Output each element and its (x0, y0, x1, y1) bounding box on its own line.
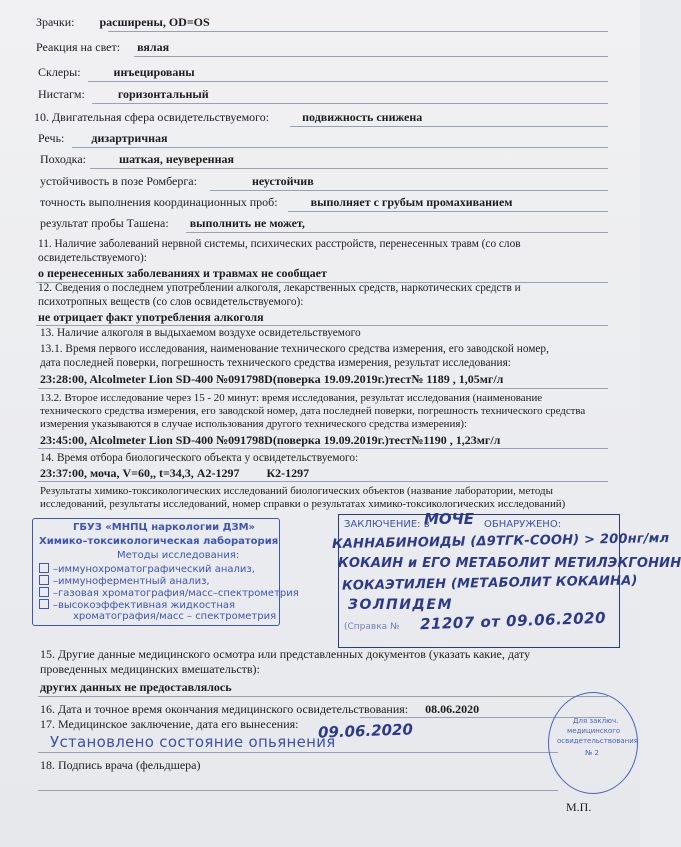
field-label: 10. Двигательная сфера освидетельствуемого: (34, 110, 270, 124)
field-label: точность выполнения координационных проб: (40, 195, 278, 209)
field-value: дизартричная (91, 131, 168, 145)
field-value: подвижность снижена (302, 110, 423, 124)
rule (186, 232, 608, 233)
mp-label: М.П. (566, 800, 592, 814)
lab-stamp-org: ГБУЗ «МНПЦ наркологии ДЗМ» (73, 522, 256, 533)
lab-stamp-methods: Методы исследования: (117, 550, 240, 561)
field-label: Склеры: (38, 65, 81, 79)
p13-2-heading-cont: технического средства измерения, его заводской номер, дата последней поверки, погрешность технического средства (40, 405, 586, 417)
rule (38, 448, 608, 449)
handwritten-line-4: ЗОЛПИДЕМ (348, 597, 453, 613)
field-value: горизонтальный (117, 87, 209, 101)
seal-text-4: № 2 (585, 749, 599, 757)
rule (210, 190, 608, 191)
lab-stamp-method-1: –иммунохроматографический анализ, (39, 563, 255, 575)
field-zrachki (36, 15, 210, 29)
rule (38, 481, 608, 482)
conclusion-head-a: ЗАКЛЮЧЕНИЕ: в (344, 519, 430, 530)
field-sklery (38, 65, 195, 79)
p14-heading: 14. Время отбора биологического объекта у освидетельствуемого: (40, 452, 359, 464)
field-value: расширены, OD=OS (99, 15, 210, 29)
field-nistagm (38, 87, 209, 101)
p13-heading: 13. Наличие алкоголя в выдыхаемом воздухе освидетельствуемого (40, 327, 361, 339)
field-reakciya (36, 40, 169, 54)
lab-stamp-method-5: хроматография/масс – спектрометрия (73, 611, 277, 622)
p16-value: 08.06.2020 (425, 702, 480, 716)
rule (108, 31, 608, 32)
field-label: результат пробы Ташена: (40, 216, 169, 230)
rule (38, 752, 558, 753)
round-seal (548, 692, 638, 794)
handwritten-moche: МОЧЕ (424, 510, 475, 528)
p13-1-value: 23:28:00, Alcolmeter Lion SD-400 №091798D(поверка 19.09.2019г.)тест№ 1189 , 1,05мг/л (40, 372, 504, 386)
field-p10 (34, 110, 422, 124)
field-value: выполнить не может, (189, 216, 305, 230)
checkbox-icon (39, 563, 49, 573)
p17-label: 17. Медицинское заключение, дата его вынесения: (40, 717, 299, 731)
handwritten-spravka: 21207 от 09.06.2020 (419, 608, 607, 634)
field-label: Речь: (38, 131, 65, 145)
rule (134, 56, 608, 57)
rule (290, 126, 608, 127)
rule (288, 211, 608, 212)
lab-stamp-method-2: –иммуноферментный анализ, (39, 575, 210, 587)
field-label: Походка: (40, 152, 86, 166)
lab-stamp-method-4: –высокоэффективная жидкостная (39, 599, 235, 611)
p13-1-heading-cont: дата последней поверки, погрешность технического средства измерения, результат исследования: (40, 357, 511, 369)
checkbox-icon (39, 575, 49, 585)
p16 (40, 702, 479, 716)
p12-value: не отрицает факт употребления алкоголя (38, 310, 264, 324)
rule (88, 81, 608, 82)
p15-value: других данных не предоставлялось (40, 680, 232, 694)
field-koord (40, 195, 512, 209)
field-tashen (40, 216, 305, 230)
p14-value-main: 23:37:00, моча, V=60,, t=34,3, А2-1297 (40, 466, 240, 480)
lab-stamp-method-3: –газовая хроматография/масс–спектрометрия (39, 587, 299, 599)
handwritten-line-3: КОКАЭТИЛЕН (МЕТАБОЛИТ КОКАИНА) (341, 573, 638, 594)
field-value: выполняет с грубым промахиванием (310, 195, 513, 209)
field-value: инъецированы (113, 65, 195, 79)
p12-heading-cont: психотропных веществ (со слов освидетельствуемого): (38, 296, 304, 308)
handwritten-line-1: КАННАБИНОИДЫ (Δ9ТГК-СООН) > 200нг/мл (331, 531, 670, 552)
p13-2-heading: 13.2. Второе исследование через 15 - 20 минут: время исследования, результат исследования (наименование (40, 392, 543, 404)
p12-heading: 12. Сведения о последнем употреблении алкоголя, лекарственных средств, наркотических средств и (38, 282, 521, 294)
p15-heading: 15. Другие данные медицинского осмотра или представленных документов (указать какие, дату (40, 647, 531, 661)
p13-1-heading: 13.1. Время первого исследования, наименование технического средства измерения, его заводской номер, (40, 343, 549, 355)
handwritten-date: 09.06.2020 (317, 720, 414, 742)
field-romberg (40, 174, 314, 188)
field-rech (38, 131, 168, 145)
field-value: шаткая, неуверенная (118, 152, 234, 166)
p16-label: 16. Дата и точное время окончания медицинского освидетельствования: (40, 702, 409, 716)
field-pohodka (40, 152, 234, 166)
spravka-label: (Справка № (344, 622, 400, 632)
p14-results-heading-cont: исследований, результаты исследований, номер справки о результатах химико-токсикологических исследований) (40, 498, 566, 510)
p14-value-code: К2-1297 (266, 466, 310, 480)
conclusion-stamp-text: Установлено состояние опьянения (50, 733, 336, 751)
conclusion-head-b: ОБНАРУЖЕНО: (484, 519, 562, 530)
checkbox-icon (39, 599, 49, 609)
rule (90, 168, 608, 169)
p11-heading: 11. Наличие заболеваний нервной системы, психических расстройств, перенесенных травм (со слов (38, 238, 521, 250)
rule (38, 790, 558, 791)
p15-heading-cont: проведенных медицинских вмешательств): (40, 662, 260, 676)
field-label: Реакция на свет: (36, 40, 121, 54)
rule (38, 696, 608, 697)
handwritten-line-2: КОКАИН и ЕГО МЕТАБОЛИТ МЕТИЛЭКГОНИН (338, 556, 681, 571)
rule (92, 103, 608, 104)
p14-value (40, 466, 309, 480)
lab-stamp (32, 518, 299, 626)
seal-text-1: Для заключ. (573, 717, 619, 725)
seal-text-2: медицинского (567, 727, 621, 735)
p14-results-heading: Результаты химико-токсикологических исследований биологических объектов (название лаборатории, методы (40, 485, 553, 497)
seal-text-3: освидетельствования (557, 737, 639, 745)
field-label: устойчивость в позе Ромберга: (40, 174, 197, 188)
field-value: вялая (137, 40, 170, 54)
p13-2-heading-cont2: измерения указываются в случае использования другого технического средства измерения): (40, 418, 467, 430)
p11-heading-cont: освидетельствуемого): (38, 252, 147, 264)
p11-value: о перенесенных заболеваниях и травмах не сообщает (38, 266, 327, 280)
rule (38, 388, 608, 389)
field-label: Зрачки: (36, 15, 75, 29)
lab-stamp-name: Химико–токсикологическая лаборатория (39, 536, 279, 547)
field-label: Нистагм: (38, 87, 85, 101)
conclusion-head (344, 519, 430, 530)
field-value: неустойчив (251, 174, 314, 188)
rule (72, 147, 608, 148)
p18-label: 18. Подпись врача (фельдшера) (40, 758, 201, 772)
p13-2-value: 23:45:00, Alcolmeter Lion SD-400 №091798D(поверка 19.09.2019г.)тест№1190 , 1,23мг/л (40, 433, 501, 447)
checkbox-icon (39, 587, 49, 597)
